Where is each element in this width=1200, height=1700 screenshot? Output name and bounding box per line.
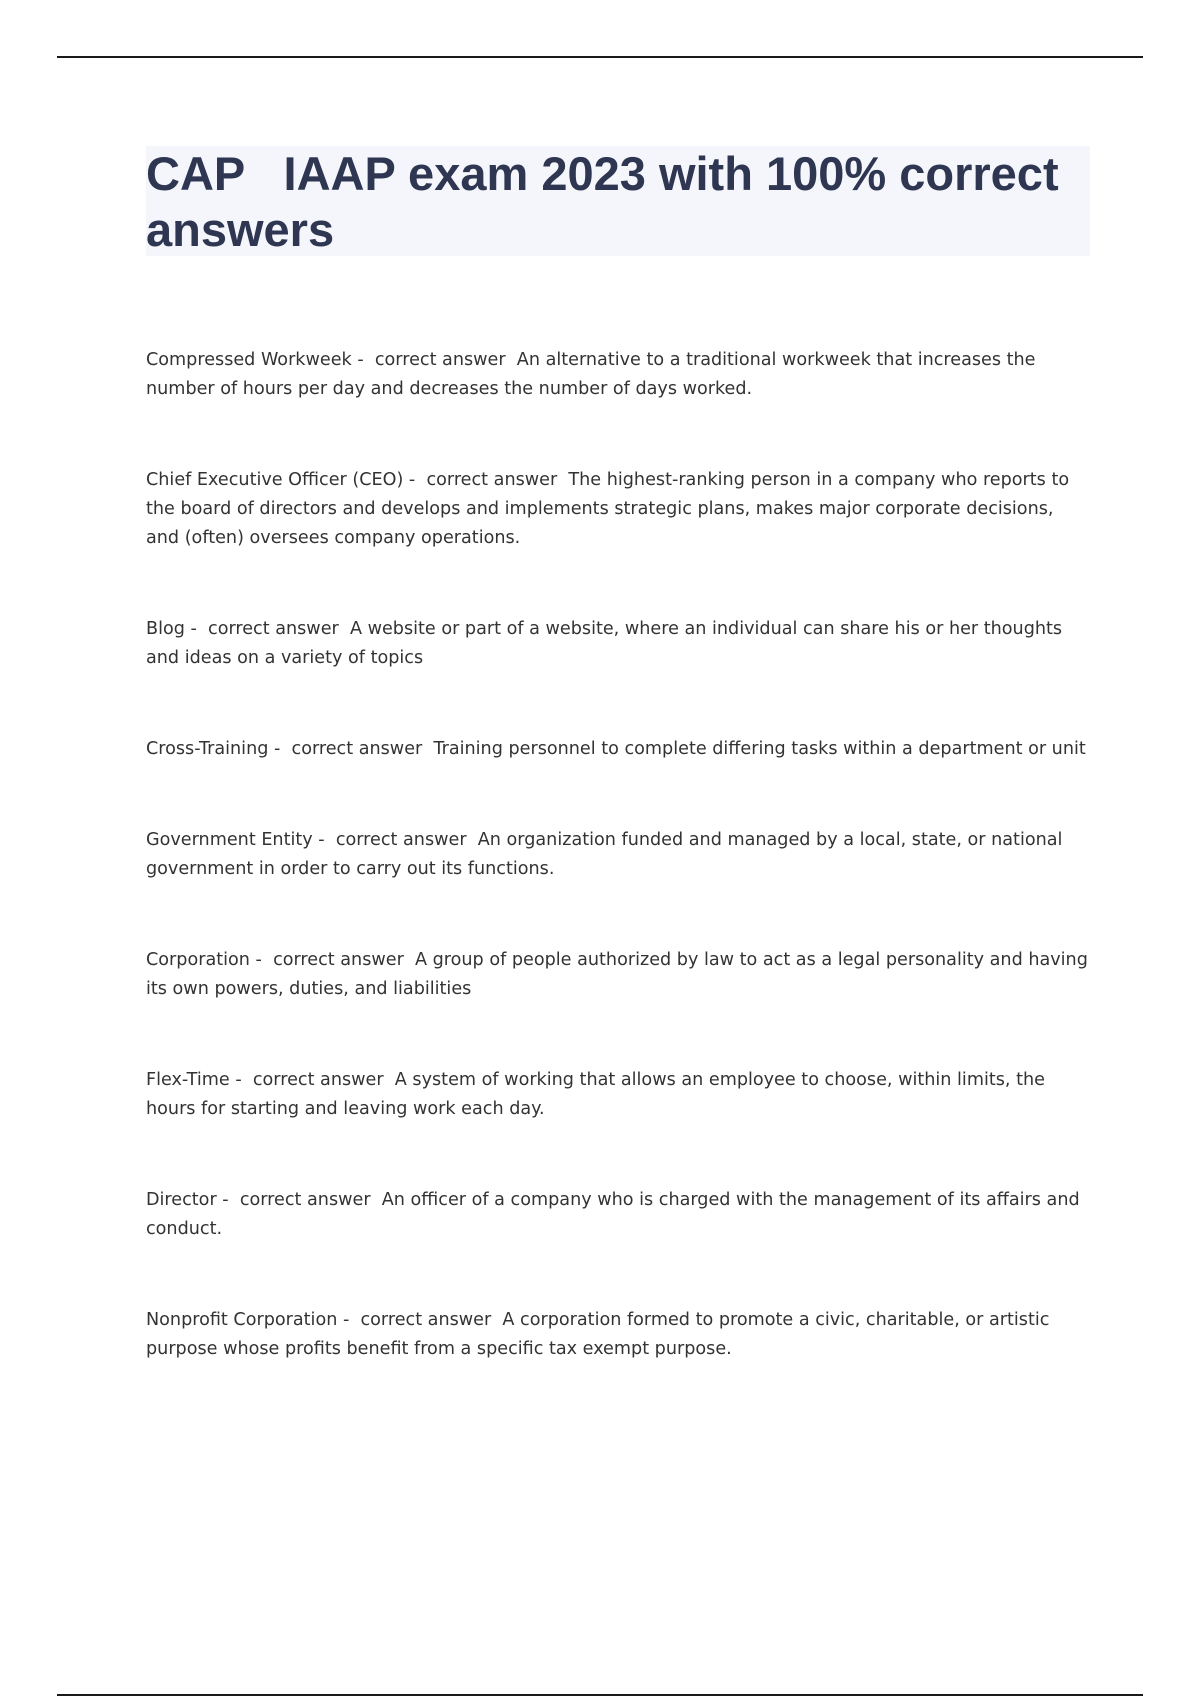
footer-rule xyxy=(57,1694,1143,1696)
entry-separator: - correct answer xyxy=(351,350,517,370)
qa-entry-ceo xyxy=(146,466,1090,553)
entry-definition: An organization funded and managed by a local, state, or national government in order to carry out its functions. xyxy=(146,830,1069,879)
entry-term: Chief Executive Officer (CEO) xyxy=(146,470,404,490)
title-block xyxy=(146,146,1090,256)
entry-definition: A system of working that allows an employee to choose, within limits, the hours for starting and leaving work each day. xyxy=(146,1070,1051,1119)
entry-term: Director xyxy=(146,1190,217,1210)
entry-separator: - correct answer xyxy=(268,739,434,759)
qa-entry-director xyxy=(146,1186,1090,1244)
header-rule xyxy=(57,56,1143,58)
entry-definition: A corporation formed to promote a civic, charitable, or artistic purpose whose profits benefit from a specific tax exempt purpose. xyxy=(146,1310,1055,1359)
entry-separator: - correct answer xyxy=(312,830,478,850)
qa-list xyxy=(146,346,1094,1364)
entry-definition: A group of people authorized by law to act as a legal personality and having its own powers, duties, and liabilities xyxy=(146,950,1094,999)
entry-term: Corporation xyxy=(146,950,250,970)
entry-term: Cross-Training xyxy=(146,739,269,759)
entry-separator: - correct answer xyxy=(249,950,415,970)
entry-separator: - correct answer xyxy=(184,619,350,639)
entry-separator: - correct answer xyxy=(229,1070,395,1090)
entry-separator: - correct answer xyxy=(216,1190,382,1210)
entry-definition: Training personnel to complete differing tasks within a department or unit xyxy=(433,739,1086,759)
entry-definition: An alternative to a traditional workweek that increases the number of hours per day and decreases the number of days worked. xyxy=(146,350,1042,399)
qa-entry-cross-training xyxy=(146,735,1090,764)
qa-entry-nonprofit-corporation xyxy=(146,1306,1090,1364)
qa-entry-corporation xyxy=(146,946,1094,1004)
qa-entry-flex-time xyxy=(146,1066,1090,1124)
entry-definition: A website or part of a website, where an individual can share his or her thoughts and ideas on a variety of topics xyxy=(146,619,1068,668)
entry-term: Government Entity xyxy=(146,830,313,850)
entry-definition: An officer of a company who is charged with the management of its affairs and conduct. xyxy=(146,1190,1086,1239)
entry-definition: The highest-ranking person in a company who reports to the board of directors and develops and implements strategic plans, makes major corporate decisions, and (often) oversees company operations. xyxy=(146,470,1075,548)
page-title: CAP IAAP exam 2023 with 100% correct answers xyxy=(146,147,1072,256)
entry-separator: - correct answer xyxy=(337,1310,503,1330)
qa-entry-blog xyxy=(146,615,1090,673)
entry-term: Compressed Workweek xyxy=(146,350,352,370)
entry-separator: - correct answer xyxy=(403,470,569,490)
qa-entry-compressed-workweek xyxy=(146,346,1090,404)
entry-term: Blog xyxy=(146,619,185,639)
entry-term: Nonprofit Corporation xyxy=(146,1310,338,1330)
qa-entry-government-entity xyxy=(146,826,1090,884)
entry-term: Flex-Time xyxy=(146,1070,230,1090)
